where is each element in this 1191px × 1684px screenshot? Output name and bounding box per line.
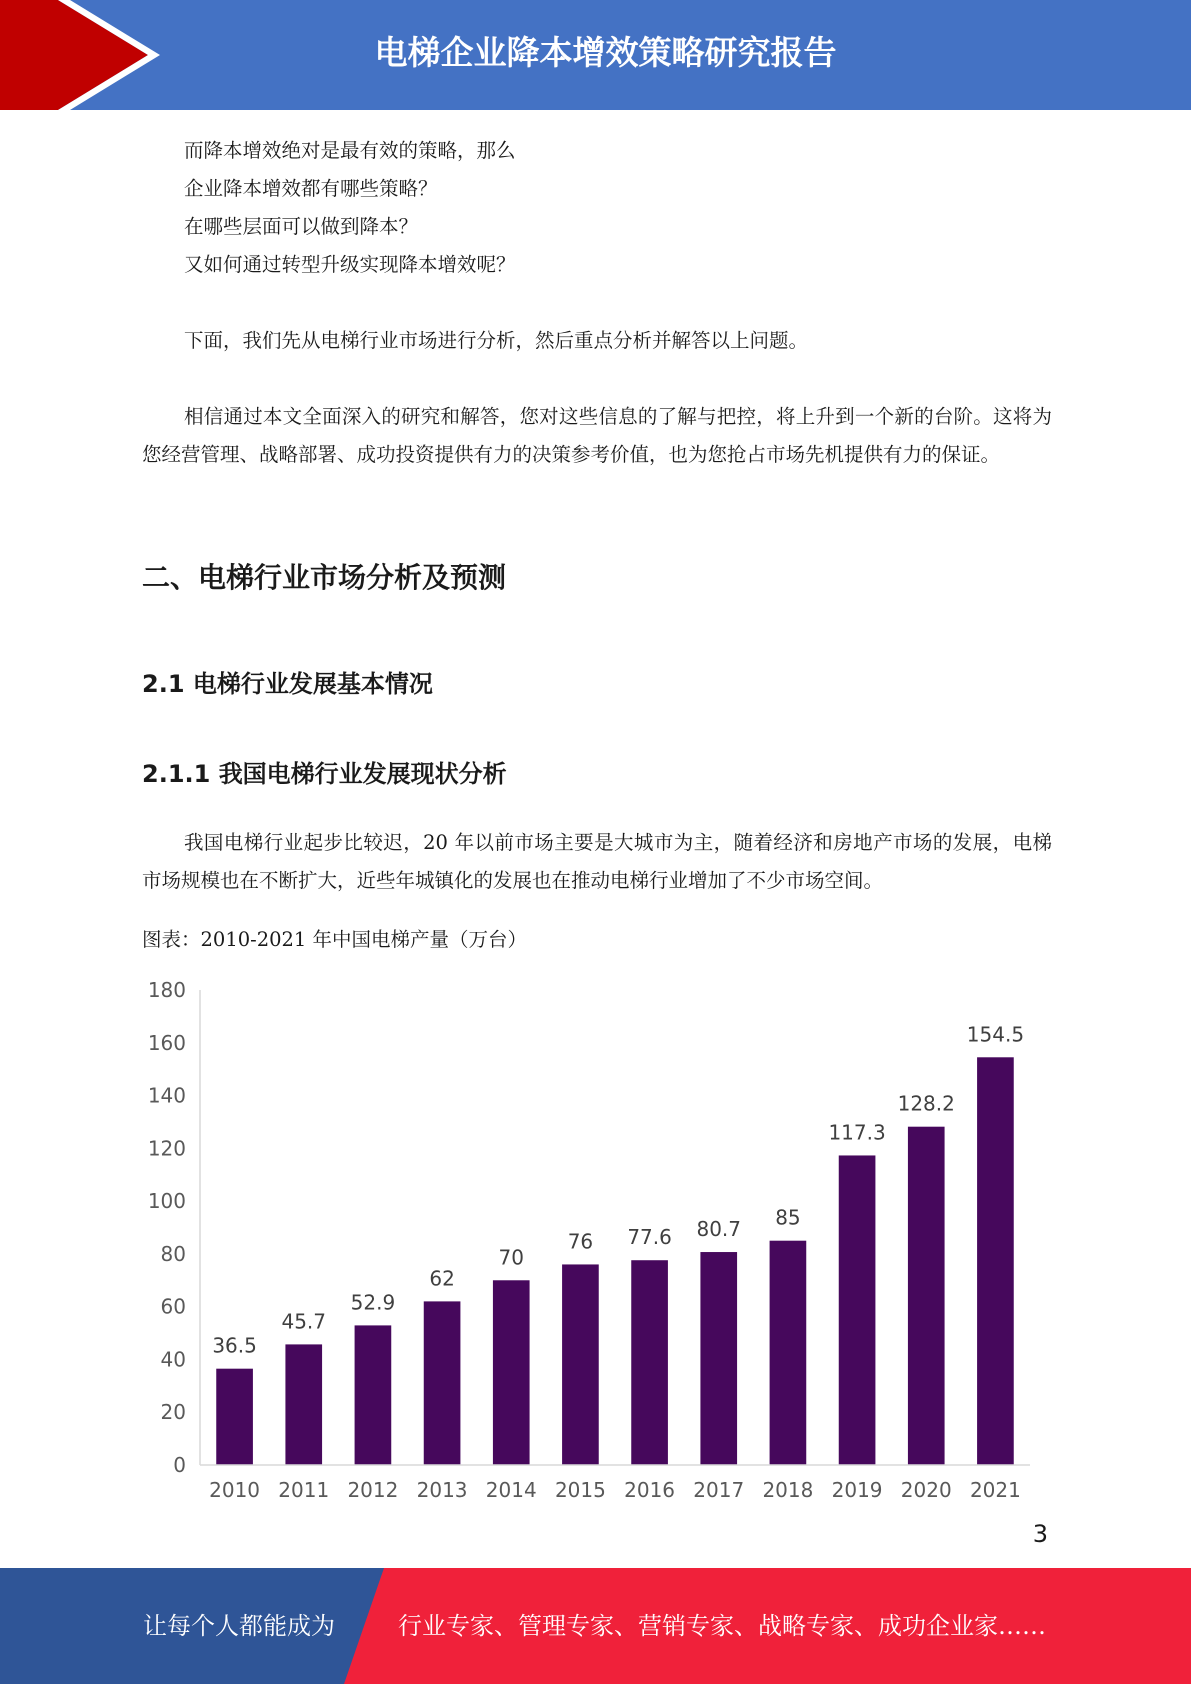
bar-value-label: 85	[775, 1205, 801, 1230]
bar	[424, 1301, 461, 1465]
bar-series	[212, 1022, 1024, 1465]
bar	[285, 1344, 322, 1465]
y-tick-label: 40	[160, 1347, 186, 1372]
x-tick-label: 2013	[416, 1478, 468, 1502]
x-tick-label: 2020	[900, 1478, 952, 1502]
x-tick-label: 2018	[762, 1478, 814, 1502]
x-tick-label: 2012	[347, 1478, 399, 1502]
x-tick-label: 2015	[554, 1478, 606, 1502]
body-paragraph: 我国电梯行业起步比较迟，20 年以前市场主要是大城市为主，随着经济和房地产市场的发展，电梯市场规模也在不断扩大，近些年城镇化的发展也在推动电梯行业增加了不少市场空间。	[142, 831, 1052, 892]
x-tick-label: 2019	[831, 1478, 883, 1502]
x-tick-label: 2016	[624, 1478, 676, 1502]
chart-caption: 图表：2010-2021 年中国电梯产量（万台）	[142, 928, 528, 951]
bar-value-label: 45.7	[281, 1309, 327, 1334]
bar	[770, 1241, 807, 1465]
intro-paragraph-2: 下面，我们先从电梯行业市场进行分析，然后重点分析并解答以上问题。	[184, 329, 809, 352]
y-tick-label: 20	[160, 1400, 186, 1425]
header-bar	[0, 0, 1191, 110]
section-heading: 二、电梯行业市场分析及预测	[142, 561, 507, 594]
bar	[977, 1057, 1014, 1465]
intro-line-3: 在哪些层面可以做到降本？	[184, 215, 419, 238]
intro-paragraph-3: 相信通过本文全面深入的研究和解答，您对这些信息的了解与把控，将上升到一个新的台阶。这将为您经营管理、战略部署、成功投资提供有力的决策参考价值，也为您抢占市场先机提供有力的保证。	[142, 405, 1052, 466]
bar-value-label: 52.9	[350, 1290, 396, 1315]
bar-value-label: 154.5	[966, 1022, 1025, 1047]
bar	[839, 1155, 876, 1465]
bar-value-label: 117.3	[828, 1120, 886, 1145]
bar-value-label: 77.6	[627, 1225, 672, 1250]
x-tick-label: 2014	[485, 1478, 537, 1502]
bar	[216, 1369, 253, 1465]
x-tick-label: 2010	[209, 1478, 261, 1502]
x-axis	[200, 1465, 1030, 1502]
y-tick-label: 140	[147, 1083, 186, 1108]
bar	[493, 1280, 530, 1465]
footer-slogan-left: 让每个人都能成为	[143, 1612, 335, 1640]
bar-value-label: 70	[498, 1245, 524, 1270]
intro-section	[142, 132, 1052, 474]
y-tick-label: 60	[160, 1294, 186, 1319]
intro-line-1: 而降本增效绝对是最有效的策略，那么	[184, 139, 516, 162]
y-tick-label: 160	[147, 1030, 186, 1055]
x-tick-label: 2011	[278, 1478, 330, 1502]
production-bar-chart	[130, 970, 1050, 1510]
bar	[355, 1325, 392, 1465]
y-tick-label: 100	[147, 1189, 186, 1214]
bar-value-label: 128.2	[897, 1091, 955, 1116]
bar-value-label: 36.5	[212, 1333, 257, 1358]
footer-bar	[0, 1568, 1191, 1684]
y-tick-label: 120	[147, 1136, 186, 1161]
bar-value-label: 62	[429, 1266, 455, 1291]
subsection-heading: 2.1 电梯行业发展基本情况	[142, 670, 433, 698]
report-title: 电梯企业降本增效策略研究报告	[374, 33, 837, 72]
bar-value-label: 80.7	[696, 1217, 742, 1242]
bar	[562, 1264, 599, 1465]
intro-line-4: 又如何通过转型升级实现降本增效呢？	[184, 253, 516, 276]
subsubsection-heading: 2.1.1 我国电梯行业发展现状分析	[142, 760, 507, 788]
footer-slogan-right: 行业专家、管理专家、营销专家、战略专家、成功企业家……	[398, 1612, 1046, 1640]
x-tick-label: 2017	[693, 1478, 745, 1502]
bar	[908, 1127, 945, 1465]
x-tick-label: 2021	[969, 1478, 1021, 1502]
y-tick-label: 80	[160, 1241, 186, 1266]
intro-line-2: 企业降本增效都有哪些策略？	[184, 177, 438, 200]
bar	[700, 1252, 737, 1465]
bar-value-label: 76	[567, 1229, 594, 1254]
y-axis	[148, 978, 200, 1477]
body-section	[142, 824, 1052, 900]
bar	[631, 1260, 668, 1465]
page-number: 3	[1032, 1520, 1048, 1548]
y-tick-label: 180	[147, 978, 186, 1002]
y-tick-label: 0	[173, 1453, 186, 1477]
